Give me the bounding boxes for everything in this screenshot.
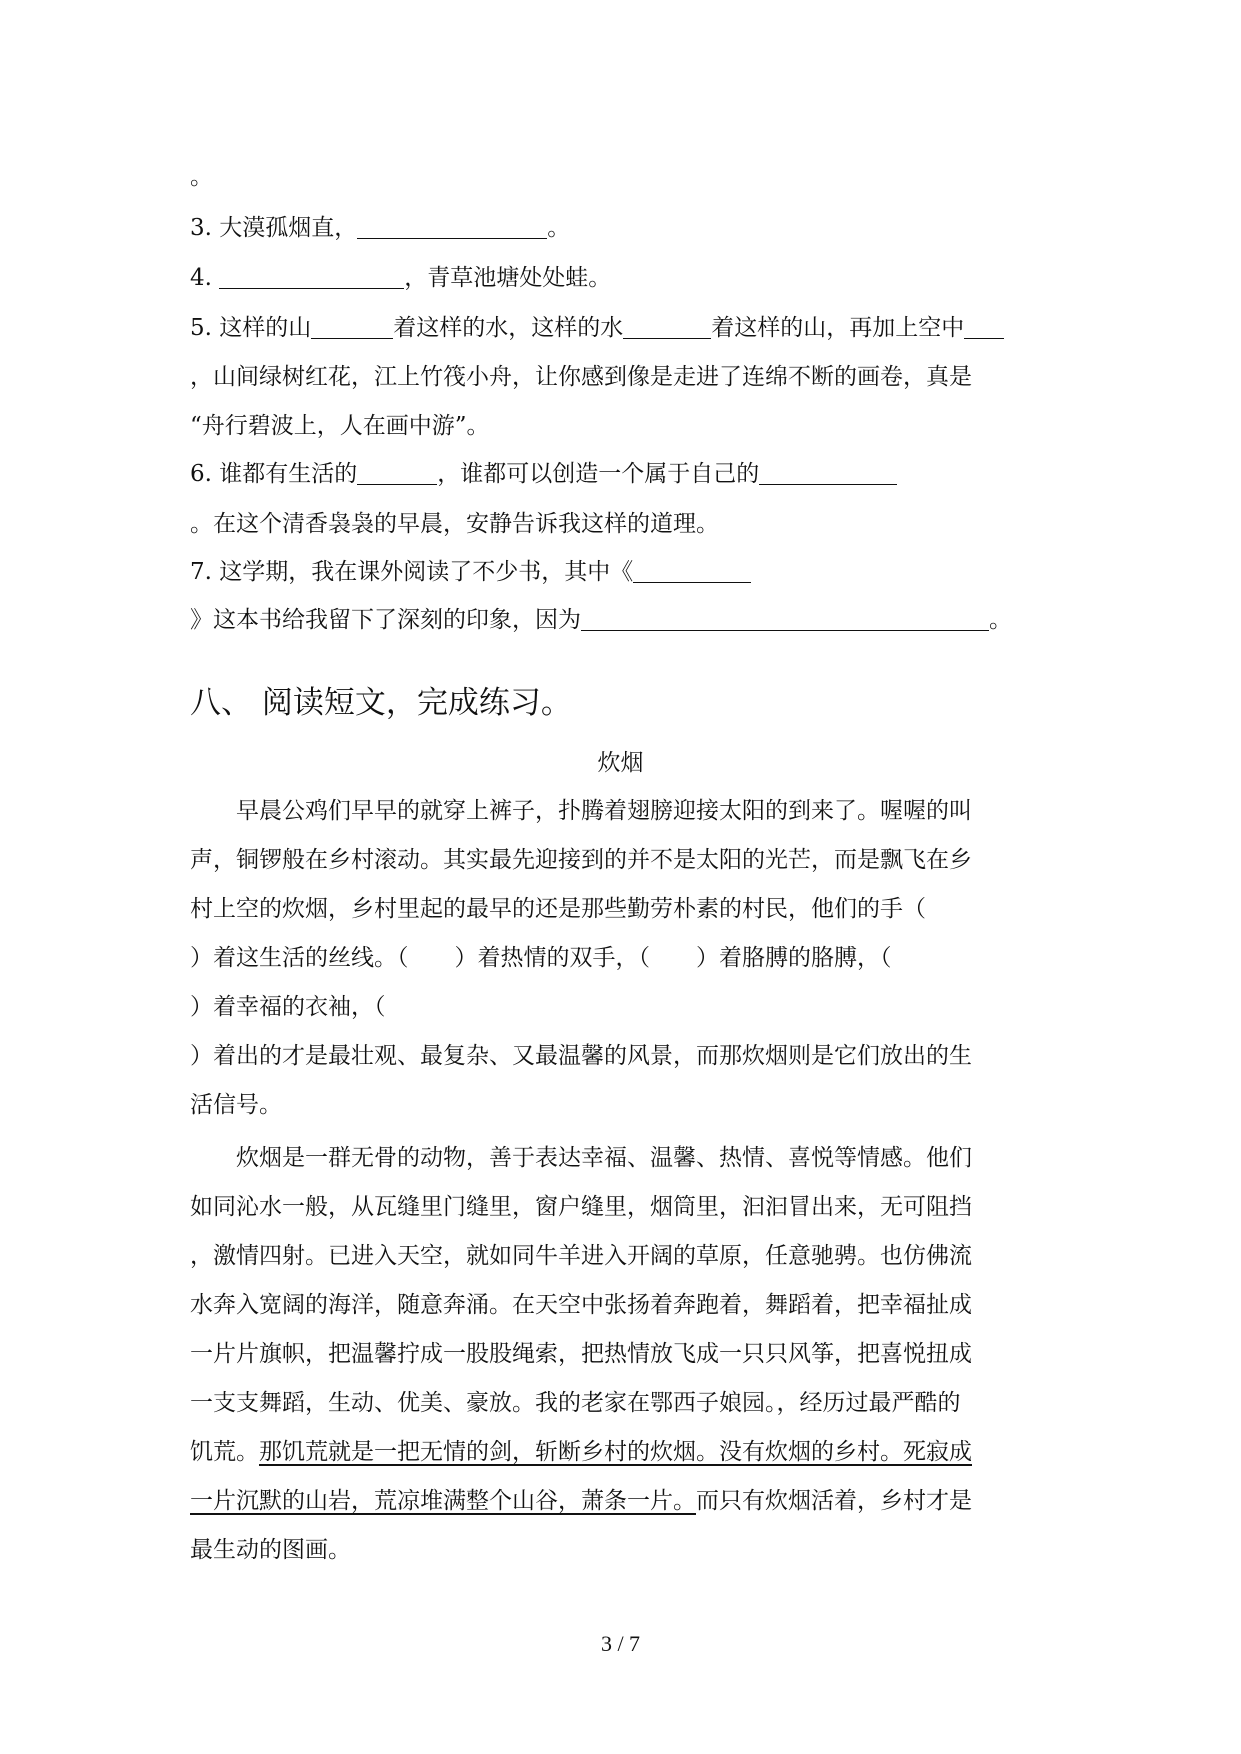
question-3 <box>190 213 570 243</box>
section-heading: 八、 阅读短文，完成练习。 <box>190 685 572 721</box>
q5-blank-1[interactable] <box>311 316 393 339</box>
passage-p2-line-1: 炊烟是一群无骨的动物，善于表达幸福、温馨、热情、喜悦等情感。他们 <box>190 1145 972 1171</box>
p2-line8-text: 而只有炊烟活着，乡村才是 <box>696 1488 972 1514</box>
question-5-line-2: ，山间绿树红花，江上竹筏小舟，让你感到像是走进了连绵不断的画卷，真是 <box>190 364 972 390</box>
passage-p2-line-6: 一支支舞蹈，生动、优美、豪放。我的老家在鄂西子娘园。，经历过最严酷的 <box>190 1390 961 1416</box>
question-6-line-2: 。在这个清香袅袅的早晨，安静告诉我这样的道理。 <box>190 511 719 537</box>
p2-line7-text: 饥荒。 <box>190 1439 259 1465</box>
question-5-line-1 <box>190 313 1004 343</box>
q4-blank[interactable] <box>219 266 404 289</box>
q6-blank-2[interactable] <box>759 462 897 485</box>
q3-blank[interactable] <box>357 216 547 239</box>
q3-end: 。 <box>547 215 571 241</box>
passage-p1-line-4: ）着这生活的丝线。（ ）着热情的双手，（ ）着胳膊的胳膊，（ <box>190 945 892 971</box>
passage-p1-line-6: ）着出的才是最壮观、最复杂、又最温馨的风景，而那炊烟则是它们放出的生 <box>190 1043 972 1069</box>
passage-p1-line-7: 活信号。 <box>190 1092 282 1118</box>
passage-p2-line-8 <box>190 1486 972 1516</box>
underlined-sentence-1: 那饥荒就是一把无情的剑，斩断乡村的炊烟。没有炊烟的乡村。死寂成 <box>259 1439 972 1465</box>
passage-p1-line-3: 村上空的炊烟，乡村里起的最早的还是那些勤劳朴素的村民，他们的手（ <box>190 896 926 922</box>
q7-end: 。 <box>989 607 1012 633</box>
q6-text-b: ，谁都可以创造一个属于自己的 <box>437 461 760 487</box>
question-7-line-1 <box>190 557 751 587</box>
q5-blank-3[interactable] <box>964 316 1004 339</box>
passage-p2-line-7 <box>190 1437 972 1467</box>
passage-p2-line-9: 最生动的图画。 <box>190 1537 351 1563</box>
question-6-line-1 <box>190 459 897 489</box>
question-4 <box>190 263 611 293</box>
q5-text-a: 5. 这样的山 <box>190 315 312 341</box>
q6-text-a: 6. 谁都有生活的 <box>190 461 358 487</box>
passage-p2-line-5: 一片片旗帜，把温馨拧成一股股绳索，把热情放飞成一只只风筝，把喜悦扭成 <box>190 1341 972 1367</box>
question-7-line-2 <box>190 605 1012 635</box>
passage-p2-line-4: 水奔入宽阔的海洋，随意奔涌。在天空中张扬着奔跑着，舞蹈着，把幸福扯成 <box>190 1292 972 1318</box>
passage-p1-line-2: 声，铜锣般在乡村滚动。其实最先迎接到的并不是太阳的光芒，而是飘飞在乡 <box>190 847 972 873</box>
q5-text-c: 着这样的山，再加上空中 <box>711 315 965 341</box>
q7-text-b: 》这本书给我留下了深刻的印象，因为 <box>190 607 581 633</box>
q3-text: 3. 大漠孤烟直， <box>190 215 358 241</box>
underlined-sentence-2: 一片沉默的山岩，荒凉堆满整个山谷，萧条一片。 <box>190 1488 696 1514</box>
q7-text: 7. 这学期，我在课外阅读了不少书，其中《 <box>190 559 634 585</box>
page-number: 3 / 7 <box>600 1631 641 1656</box>
passage-p1-line-5: ）着幸福的衣袖，（ <box>190 994 386 1020</box>
q4-number: 4. <box>190 265 220 291</box>
passage-p1-line-1: 早晨公鸡们早早的就穿上裤子，扑腾着翅膀迎接太阳的到来了。喔喔的叫 <box>190 798 972 824</box>
q7-blank-1[interactable] <box>633 560 751 583</box>
top-mark: 。 <box>190 164 213 190</box>
q6-blank-1[interactable] <box>357 462 437 485</box>
passage-title: 炊烟 <box>597 750 644 776</box>
q5-blank-2[interactable] <box>623 316 711 339</box>
q4-text: ，青草池塘处处蛙。 <box>404 265 612 291</box>
passage-p2-line-2: 如同沁水一般，从瓦缝里门缝里，窗户缝里，烟筒里，汩汩冒出来，无可阻挡 <box>190 1194 972 1220</box>
question-5-line-3: “舟行碧波上，人在画中游”。 <box>190 413 490 439</box>
passage-p2-line-3: ，激情四射。已进入天空，就如同牛羊进入开阔的草原，任意驰骋。也仿佛流 <box>190 1243 972 1269</box>
q5-text-b: 着这样的水，这样的水 <box>393 315 624 341</box>
q7-blank-2[interactable] <box>581 608 989 631</box>
